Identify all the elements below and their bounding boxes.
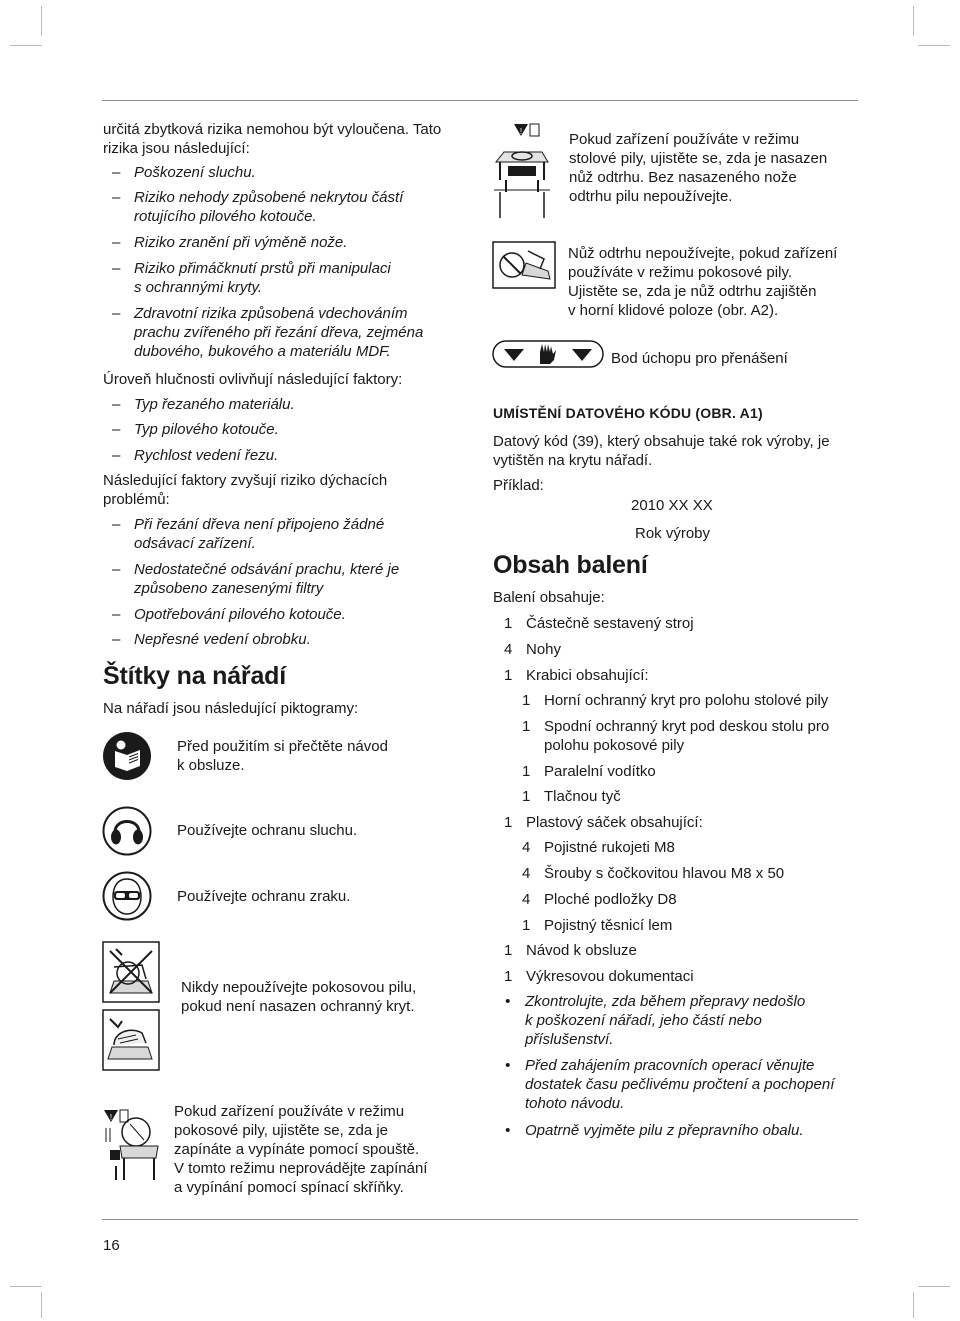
picto-line: používáte v režimu pokosové pily. bbox=[568, 264, 792, 281]
bullet-glyph: • bbox=[505, 1057, 511, 1074]
footer-rule bbox=[102, 1219, 858, 1220]
package-item-text bbox=[544, 717, 829, 755]
bullet-line: Opatrně vyjměte pilu z přepravního obalu. bbox=[525, 1122, 804, 1139]
dash-glyph: – bbox=[112, 631, 121, 648]
svg-text:!: ! bbox=[519, 127, 523, 136]
dash-glyph: – bbox=[112, 606, 121, 623]
package-item-quantity: 1 bbox=[504, 615, 513, 632]
package-item-text bbox=[544, 838, 675, 857]
dash-glyph: – bbox=[112, 260, 121, 277]
picto-line: Pokud zařízení používáte v režimu bbox=[174, 1103, 405, 1120]
crop-mark-br-v bbox=[913, 1292, 914, 1318]
package-item-line: Krabici obsahující: bbox=[526, 667, 649, 684]
intro-line: rizika jsou následující: bbox=[103, 140, 250, 157]
crop-mark-bl-h bbox=[10, 1286, 42, 1287]
bullet-line: Před zahájením pracovních operací věnujte bbox=[525, 1057, 815, 1074]
bullet-text bbox=[525, 1056, 855, 1113]
picto-text-carry-handle: Bod úchopu pro přenášení bbox=[611, 350, 788, 367]
picto-line: Před použitím si přečtěte návod bbox=[177, 738, 388, 755]
dash-glyph: – bbox=[112, 189, 121, 206]
picto-text-mitre-mode bbox=[174, 1102, 474, 1197]
eye-protection-icon bbox=[102, 871, 152, 921]
package-item-line: Nohy bbox=[526, 641, 562, 658]
picto-line: Nůž odtrhu nepoužívejte, pokud zařízení bbox=[568, 245, 838, 262]
example-code: 2010 XX XX bbox=[631, 497, 713, 514]
package-item-quantity: 4 bbox=[522, 839, 531, 856]
risk-line: Riziko přimáčknutí prstů při manipulaci bbox=[134, 260, 391, 277]
mitre-mode-no-riving-knife-icon bbox=[492, 241, 556, 289]
carry-handle-icon bbox=[492, 340, 604, 368]
picto-line: a vypínání pomocí spínací skříňky. bbox=[174, 1179, 404, 1196]
package-item-line: Pojistný těsnicí lem bbox=[544, 917, 673, 934]
package-item-text bbox=[526, 614, 694, 633]
package-item-line: Návod k obsluze bbox=[526, 942, 637, 959]
crop-mark-bl-v bbox=[41, 1292, 42, 1318]
picto-line: zapínáte a vypínáte pomocí spouště. bbox=[174, 1141, 420, 1158]
package-item-quantity: 1 bbox=[504, 968, 513, 985]
bullet-line: k poškození nářadí, jeho částí nebo bbox=[525, 1012, 762, 1029]
package-item-line: Částečně sestavený stroj bbox=[526, 615, 694, 632]
bullet-line: dostatek času pečlivému pročtení a pochopení bbox=[525, 1076, 835, 1093]
page-number: 16 bbox=[103, 1237, 120, 1254]
breath-factor-line: Opotřebování pilového kotouče. bbox=[134, 606, 346, 623]
noise-intro: Úroveň hlučnosti ovlivňují následující faktory: bbox=[103, 371, 403, 388]
bullet-glyph: • bbox=[505, 1122, 511, 1139]
risk-line: Riziko nehody způsobené nekrytou částí bbox=[134, 189, 404, 206]
crop-mark-br-h bbox=[918, 1286, 950, 1287]
package-intro: Balení obsahuje: bbox=[493, 589, 605, 606]
package-item-line: Pojistné rukojeti M8 bbox=[544, 839, 675, 856]
picto-line: stolové pily, ujistěte se, zda je nasazen bbox=[569, 150, 828, 167]
package-item-line: Šrouby s čočkovitou hlavou M8 x 50 bbox=[544, 865, 785, 882]
risk-line: prachu zvířeného při řezání dřeva, zejména bbox=[134, 324, 424, 341]
example-label: Příklad: bbox=[493, 477, 544, 494]
crop-mark-tl-h bbox=[10, 45, 42, 46]
breath-intro-line: Následující faktory zvyšují riziko dýchacích bbox=[103, 472, 388, 489]
datecode-title: UMÍSTĚNÍ DATOVÉHO KÓDU (OBR. A1) bbox=[493, 405, 763, 421]
risk-line: dubového, bukového a materiálu MDF. bbox=[134, 343, 391, 360]
package-item-line: Ploché podložky D8 bbox=[544, 891, 677, 908]
package-item-line: Tlačnou tyč bbox=[544, 788, 621, 805]
package-item-quantity: 1 bbox=[522, 788, 531, 805]
picto-line: nůž odtrhu. Bez nasazeného nože bbox=[569, 169, 797, 186]
read-manual-icon bbox=[102, 731, 152, 781]
package-item-quantity: 1 bbox=[522, 718, 531, 735]
package-item-line: Horní ochranný kryt pro polohu stolové pily bbox=[544, 692, 829, 709]
svg-text:!: ! bbox=[109, 1113, 113, 1122]
datecode-text bbox=[493, 432, 873, 470]
bullet-text bbox=[525, 992, 855, 1049]
package-item-text bbox=[544, 864, 784, 883]
crop-mark-tl-v bbox=[41, 6, 42, 36]
breath-factor-line: odsávací zařízení. bbox=[134, 535, 256, 552]
package-item-quantity: 4 bbox=[522, 891, 531, 908]
package-item-quantity: 4 bbox=[522, 865, 531, 882]
noise-factor-text: Rychlost vedení řezu. bbox=[134, 447, 279, 464]
dash-glyph: – bbox=[112, 447, 121, 464]
bullet-line: Zkontrolujte, zda během přepravy nedošlo bbox=[525, 993, 806, 1010]
package-item-quantity: 4 bbox=[504, 641, 513, 658]
dash-glyph: – bbox=[112, 164, 121, 181]
picto-line: k obsluze. bbox=[177, 757, 245, 774]
risk-line: Riziko zranění při výměně nože. bbox=[134, 234, 348, 251]
noise-factor-text: Typ pilového kotouče. bbox=[134, 421, 279, 438]
breath-intro bbox=[103, 471, 483, 509]
crop-mark-tr-v bbox=[913, 6, 914, 36]
package-item-line: Spodní ochranný kryt pod deskou stolu pro bbox=[544, 718, 830, 735]
ear-protection-icon bbox=[102, 806, 152, 856]
bullet-text bbox=[525, 1121, 855, 1140]
breath-factor-line: Při řezání dřeva není připojeno žádné bbox=[134, 516, 385, 533]
risk-line: Poškození sluchu. bbox=[134, 164, 256, 181]
picto-text-read-manual bbox=[177, 737, 457, 775]
picto-text-table-mode bbox=[569, 130, 869, 206]
bullet-line: příslušenství. bbox=[525, 1031, 614, 1048]
picto-line: v horní klidové poloze (obr. A2). bbox=[568, 302, 779, 319]
picto-text-eye-protection: Používejte ochranu zraku. bbox=[177, 888, 351, 905]
crop-mark-tr-h bbox=[918, 45, 950, 46]
breath-factor-line: Nepřesné vedení obrobku. bbox=[134, 631, 311, 648]
picto-line: pokosové pily, ujistěte se, zda je bbox=[174, 1122, 389, 1139]
labels-section-title: Štítky na nářadí bbox=[103, 662, 286, 690]
package-item-text bbox=[526, 967, 694, 986]
package-item-quantity: 1 bbox=[504, 667, 513, 684]
breath-factor-line: způsobeno zanesenými filtry bbox=[134, 580, 324, 597]
package-item-quantity: 1 bbox=[504, 814, 513, 831]
dash-glyph: – bbox=[112, 516, 121, 533]
picto-line: Nikdy nepoužívejte pokosovou pilu, bbox=[181, 979, 417, 996]
guard-fitted-icon bbox=[102, 1009, 160, 1071]
breath-intro-line: problémů: bbox=[103, 491, 170, 508]
dash-glyph: – bbox=[112, 234, 121, 251]
intro-paragraph bbox=[103, 120, 483, 158]
package-item-text bbox=[544, 890, 677, 909]
dash-glyph: – bbox=[112, 421, 121, 438]
package-item-line: Plastový sáček obsahující: bbox=[526, 814, 703, 831]
labels-intro: Na nářadí jsou následující piktogramy: bbox=[103, 700, 359, 717]
noise-factor-text: Typ řezaného materiálu. bbox=[134, 396, 295, 413]
picto-line: Pokud zařízení používáte v režimu bbox=[569, 131, 800, 148]
package-item-line: polohu pokosové pily bbox=[544, 737, 685, 754]
picto-line: Ujistěte se, zda je nůž odtrhu zajištěn bbox=[568, 283, 817, 300]
breath-factor-line: Nedostatečné odsávání prachu, které je bbox=[134, 561, 400, 578]
picto-text-guard bbox=[181, 978, 471, 1016]
package-item-text bbox=[544, 691, 828, 710]
dash-glyph: – bbox=[112, 396, 121, 413]
risk-line: Zdravotní rizika způsobená vdechováním bbox=[134, 305, 408, 322]
picto-line: odtrhu pilu nepoužívejte. bbox=[569, 188, 733, 205]
risk-line: s ochrannými kryty. bbox=[134, 279, 263, 296]
package-item-text bbox=[544, 916, 672, 935]
package-item-text bbox=[526, 666, 649, 685]
bullet-line: tohoto návodu. bbox=[525, 1095, 625, 1112]
package-item-line: Paralelní vodítko bbox=[544, 763, 656, 780]
datecode-line: Datový kód (39), který obsahuje také rok výroby, je bbox=[493, 433, 830, 450]
package-item-quantity: 1 bbox=[522, 917, 531, 934]
picto-line: V tomto režimu neprovádějte zapínání bbox=[174, 1160, 428, 1177]
intro-line: určitá zbytková rizika nemohou být vyloučena. Tato bbox=[103, 121, 442, 138]
picto-text-ear-protection: Používejte ochranu sluchu. bbox=[177, 822, 358, 839]
risk-line: rotujícího pilového kotouče. bbox=[134, 208, 317, 225]
package-item-quantity: 1 bbox=[522, 692, 531, 709]
example-year: Rok výroby bbox=[635, 525, 711, 542]
picto-text-mitre-no-knife bbox=[568, 244, 868, 320]
datecode-line: vytištěn na krytu nářadí. bbox=[493, 452, 653, 469]
package-item-quantity: 1 bbox=[504, 942, 513, 959]
package-section-title: Obsah balení bbox=[493, 551, 648, 579]
dash-glyph: – bbox=[112, 305, 121, 322]
package-item-line: Výkresovou dokumentaci bbox=[526, 968, 694, 985]
package-item-text bbox=[544, 762, 656, 781]
package-item-text bbox=[544, 787, 621, 806]
package-item-quantity: 1 bbox=[522, 763, 531, 780]
package-item-text bbox=[526, 813, 703, 832]
package-item-text bbox=[526, 640, 561, 659]
table-mode-riving-knife-icon bbox=[492, 122, 552, 222]
bullet-glyph: • bbox=[505, 993, 511, 1010]
dash-glyph: – bbox=[112, 561, 121, 578]
no-guard-prohibited-icon bbox=[102, 941, 160, 1003]
package-item-text bbox=[526, 941, 637, 960]
mitre-mode-warning-icon bbox=[100, 1106, 162, 1184]
header-rule bbox=[102, 100, 858, 101]
picto-line: pokud není nasazen ochranný kryt. bbox=[181, 998, 415, 1015]
